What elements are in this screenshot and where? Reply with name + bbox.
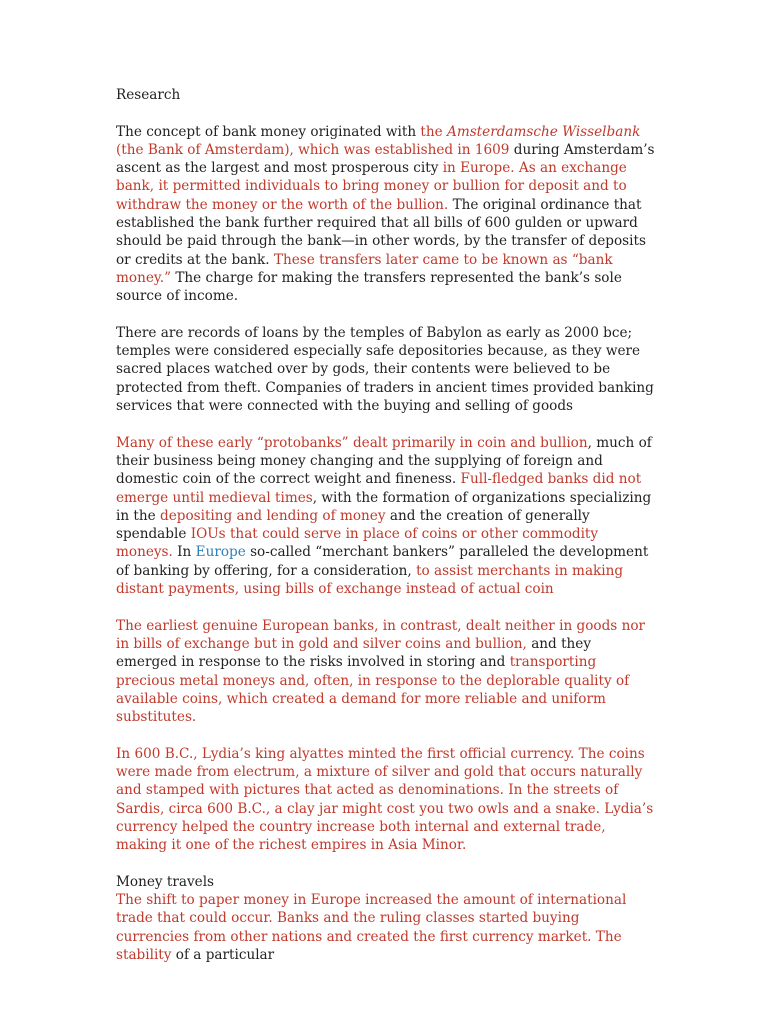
text-span: The original ordinance that established the bank further required that all bills of 600 gulden or upward should be paid through the bank—in other words, by the transfer of deposits or credits at the bank. <box>116 196 646 268</box>
highlight-span: Many of these early “protobanks” dealt primarily in coin and bullion <box>116 434 588 451</box>
text-span: In <box>172 544 196 561</box>
highlight-span: (the Bank of Amsterdam), which was established in 1609 <box>116 141 510 158</box>
paragraph-bank-money <box>116 123 656 306</box>
document-heading: Research <box>116 87 181 103</box>
europe-link[interactable]: Europe <box>195 544 246 561</box>
highlight-span: The earliest genuine European banks, in contrast, dealt neither in goods nor in bills of exchange but in gold and silver coins and bullion, <box>116 617 646 652</box>
text-span: There are records of loans by the temples of Babylon as early as 2000 bce; temples were considered especially safe depositories because, as they were sacred places watched over by gods, their contents were believed to be protected from theft. Companies of traders in ancient times provided banking services that were connected with the buying and selling of goods <box>116 324 654 415</box>
text-span: during Amsterdam’s ascent as the largest and most prosperous city <box>116 141 655 177</box>
highlight-span: depositing and lending of money <box>160 507 386 524</box>
highlight-span: IOUs that could serve in place of coins or other commodity moneys. <box>116 526 599 561</box>
highlight-span: transporting precious metal moneys and, often, in response to the deplorable quality of available coins, which created a demand for more reliable and uniform substitutes. <box>116 654 630 726</box>
highlight-span: the <box>420 123 447 140</box>
text-span: of a particular <box>171 946 275 963</box>
text-span: , with the formation of organizations specializing in the <box>116 489 652 524</box>
paragraph-protobanks <box>116 434 656 599</box>
document-page <box>116 86 656 983</box>
paragraph-lydia <box>116 745 656 855</box>
text-span: The concept of bank money originated with <box>116 123 421 140</box>
highlight-span: These transfers later came to be known as “bank money.” <box>116 251 613 286</box>
highlight-italic-span: Amsterdamsche Wisselbank <box>447 123 641 140</box>
highlight-span: In 600 B.C., Lydia’s king alyattes minted the first official currency. The coins were made from electrum, a mixture of silver and gold that occurs naturally and stamped with pictures that acted as denominations. In the streets of Sardis, circa 600 B.C., a clay jar might cost you two owls and a snake. Lydia’s currency helped the country increase both internal and external trade, making it one of the richest empires in Asia Minor. <box>116 745 654 854</box>
text-span: , much of their business being money changing and the supplying of foreign and domestic coin of the correct weight and fineness. <box>116 434 652 488</box>
highlight-span: to assist merchants in making distant payments, using bills of exchange instead of actual coin <box>116 562 624 598</box>
highlight-span: in Europe. As an exchange bank, it permitted individuals to bring money or bullion for deposit and to withdraw the money or the worth of the bullion. <box>116 160 627 213</box>
text-span: and the creation of generally spendable <box>116 507 590 543</box>
highlight-span: The shift to paper money in Europe increased the amount of international trade that could occur. Banks and the ruling classes started buying currencies from other nations and created the first currency market. The stability <box>116 892 627 963</box>
text-span: so-called “merchant bankers” paralleled the development of banking by offering, for a consideration, <box>116 544 649 579</box>
paragraph-babylon <box>116 324 656 415</box>
section-heading-money-travels: Money travels <box>116 873 215 890</box>
paragraph-paper-money <box>116 891 656 964</box>
text-span: The charge for making the transfers represented the bank’s sole source of income. <box>116 269 622 305</box>
highlight-span: Full-fledged banks did not emerge until medieval times <box>116 471 642 506</box>
text-span: and they emerged in response to the risks involved in storing and <box>116 635 592 671</box>
paragraph-european-banks <box>116 617 656 727</box>
